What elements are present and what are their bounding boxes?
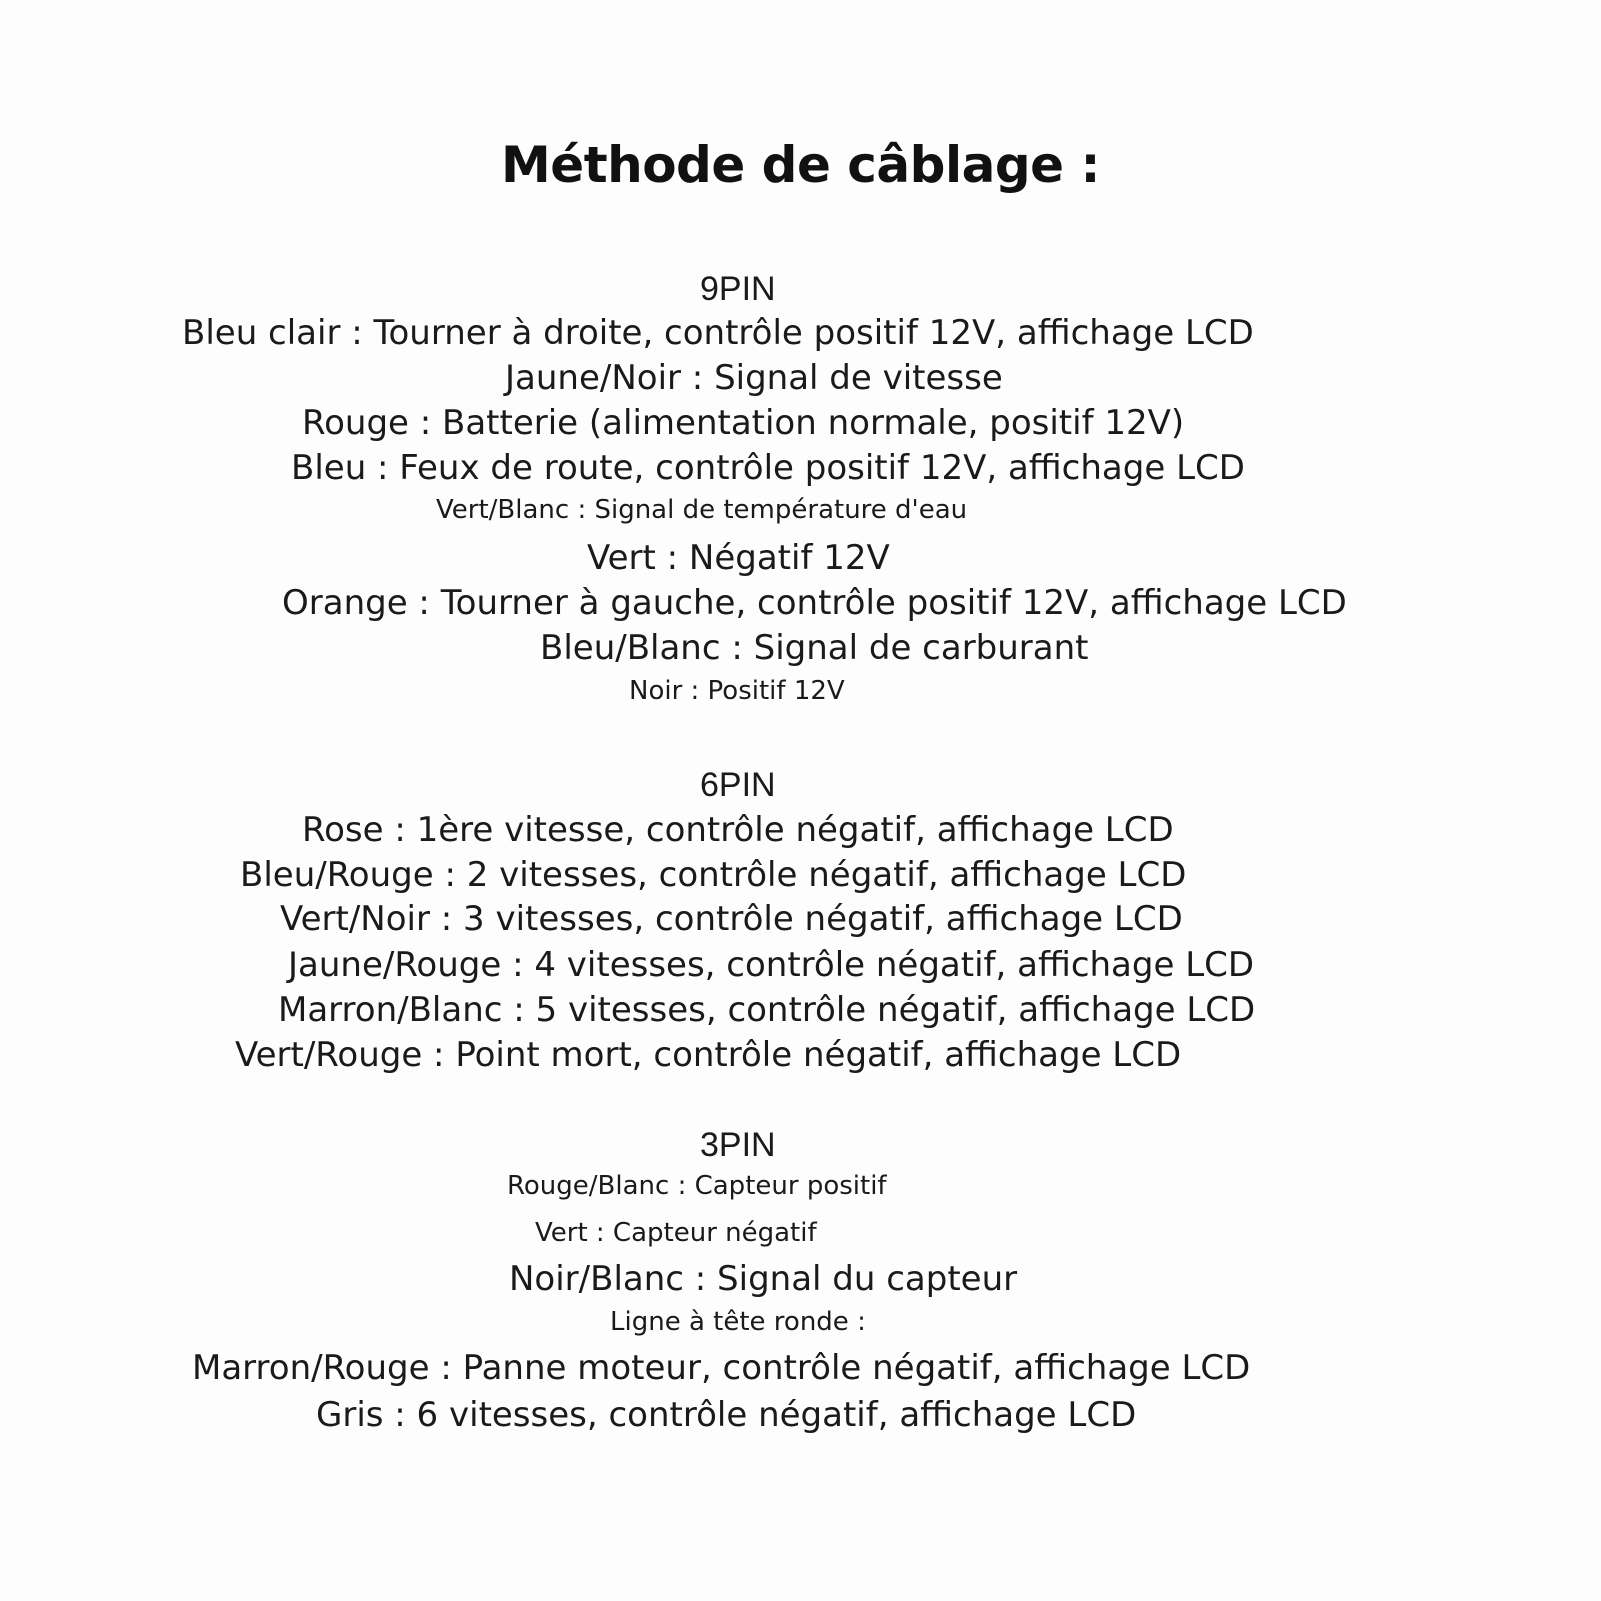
wire-line: Rouge : Batterie (alimentation normale, positif 12V) bbox=[302, 403, 1185, 443]
wire-line: Jaune/Noir : Signal de vitesse bbox=[505, 358, 1003, 398]
wire-line: Noir : Positif 12V bbox=[629, 676, 845, 706]
section-heading-3pin: 3PIN bbox=[700, 1126, 776, 1164]
section-heading-9pin: 9PIN bbox=[700, 270, 776, 308]
wire-line: Vert/Noir : 3 vitesses, contrôle négatif, affichage LCD bbox=[280, 899, 1183, 939]
wire-line: Vert : Capteur négatif bbox=[535, 1218, 817, 1248]
wire-line: Rose : 1ère vitesse, contrôle négatif, affichage LCD bbox=[302, 810, 1174, 850]
wire-line: Bleu/Rouge : 2 vitesses, contrôle négatif, affichage LCD bbox=[240, 855, 1187, 895]
wire-line: Bleu clair : Tourner à droite, contrôle positif 12V, affichage LCD bbox=[182, 313, 1254, 353]
wire-line: Ligne à tête ronde : bbox=[610, 1307, 866, 1337]
wire-line: Vert : Négatif 12V bbox=[587, 538, 890, 578]
page-title: Méthode de câblage : bbox=[501, 136, 1100, 194]
wire-line: Rouge/Blanc : Capteur positif bbox=[507, 1171, 887, 1201]
wire-line: Bleu/Blanc : Signal de carburant bbox=[540, 628, 1089, 668]
wire-line: Marron/Rouge : Panne moteur, contrôle négatif, affichage LCD bbox=[192, 1348, 1251, 1388]
wire-line: Orange : Tourner à gauche, contrôle positif 12V, affichage LCD bbox=[282, 583, 1347, 623]
section-heading-6pin: 6PIN bbox=[700, 766, 776, 804]
wire-line: Bleu : Feux de route, contrôle positif 12V, affichage LCD bbox=[291, 448, 1245, 488]
wire-line: Jaune/Rouge : 4 vitesses, contrôle négatif, affichage LCD bbox=[288, 945, 1255, 985]
wire-line: Marron/Blanc : 5 vitesses, contrôle négatif, affichage LCD bbox=[278, 990, 1256, 1030]
wire-line: Noir/Blanc : Signal du capteur bbox=[509, 1259, 1018, 1299]
wire-line: Vert/Rouge : Point mort, contrôle négatif, affichage LCD bbox=[235, 1035, 1182, 1075]
wire-line: Vert/Blanc : Signal de température d'eau bbox=[436, 495, 968, 525]
wire-line: Gris : 6 vitesses, contrôle négatif, affichage LCD bbox=[316, 1395, 1137, 1435]
